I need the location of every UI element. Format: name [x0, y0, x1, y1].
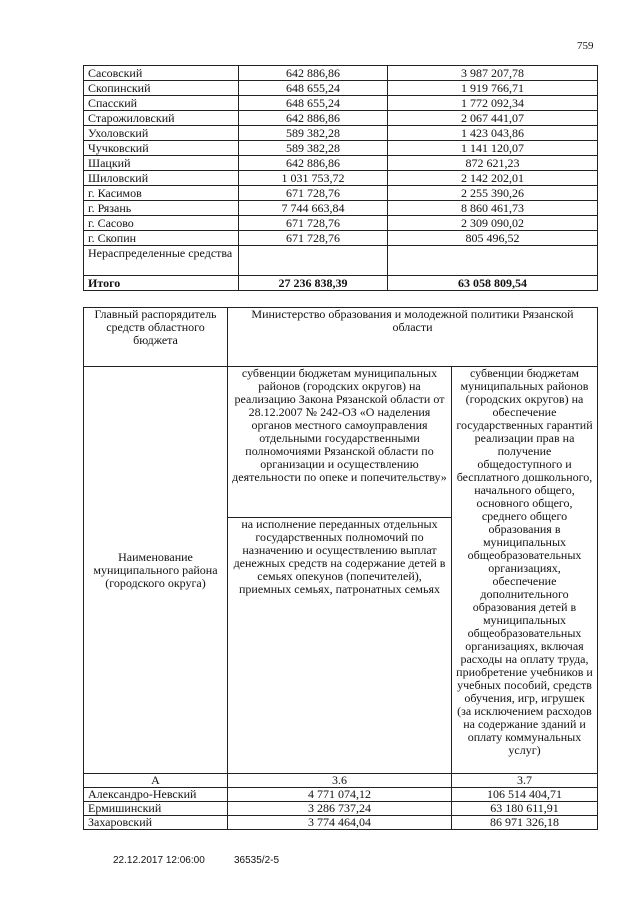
row-value1-cell: 7 744 663,84 — [239, 201, 388, 216]
total-label: Итого — [84, 276, 239, 291]
row-value1-cell: 589 382,28 — [239, 126, 388, 141]
table-row — [84, 156, 598, 171]
code-37: 3.7 — [452, 774, 598, 788]
row-value1-cell: 671 728,76 — [239, 216, 388, 231]
row-value1-cell: 648 655,24 — [239, 81, 388, 96]
row-name-cell: Старожиловский — [84, 111, 239, 126]
table-row — [84, 66, 598, 81]
col36-text-b: на исполнение переданных отдельных государственных полномочий по назначению и осуществлению выплат денежных средств на содержание детей в семьях опекунов (попечителей), приемных семьях, патронатных семьях — [228, 518, 452, 774]
code-36: 3.6 — [228, 774, 452, 788]
row-value1-cell: 642 886,86 — [239, 156, 388, 171]
row-value2-cell: 1 141 120,07 — [388, 141, 598, 156]
row-value2-cell: 1 423 043,86 — [388, 126, 598, 141]
unallocated-label: Нераспределенные средства — [84, 246, 239, 276]
row-value2-cell: 1 919 766,71 — [388, 81, 598, 96]
row-name-cell: Шацкий — [84, 156, 239, 171]
header-row — [84, 308, 598, 367]
row-name-cell: г. Касимов — [84, 186, 239, 201]
col36-text-a: субвенции бюджетам муниципальных районов (городских округов) на реализацию Закона Рязанской области от 28.12.2007 № 242-ОЗ «О наделения органов местного самоуправления отдельными государственными полномочиями Рязанской области по организации и осуществлению деятельности по опеке и попечительству» — [228, 367, 452, 518]
table-row — [84, 96, 598, 111]
table-row — [84, 141, 598, 156]
row-value1-cell: 671 728,76 — [239, 231, 388, 246]
code-a: А — [84, 774, 228, 788]
row-name-cell: Сасовский — [84, 66, 239, 81]
unallocated-value1 — [239, 246, 388, 276]
row-value1-cell: 1 031 753,72 — [239, 171, 388, 186]
description-row — [84, 367, 598, 518]
row-value1-cell: 671 728,76 — [239, 186, 388, 201]
allocation-table-bottom — [83, 307, 598, 830]
table-row: Александро-Невский 4 771 074,12 106 514 404,71 — [84, 788, 598, 802]
row-value2-cell: 2 142 202,01 — [388, 171, 598, 186]
col37-text: субвенции бюджетам муниципальных районов (городских округов) на обеспечение государственных гарантий реализации прав на получение общедоступного и бесплатного дошкольного, начального общего, основного общего, среднего общего образования в муниципальных общеобразовательных организациях, обеспечение дополнительного образования детей в муниципальных общеобразовательных организациях, включая расходы на оплату труда, приобретение учебников и учебных пособий, средств обучения, игр, игрушек (за исключением расходов на содержание зданий и оплату коммунальных услуг) — [452, 367, 598, 774]
unallocated-row — [84, 246, 598, 276]
total-row — [84, 276, 598, 291]
row-value1-cell: 642 886,86 — [239, 111, 388, 126]
code-row — [84, 774, 598, 788]
header-right-cell: Министерство образования и молодежной политики Рязанской области — [228, 308, 598, 367]
table-row — [84, 81, 598, 96]
row-value2-cell: 2 255 390,26 — [388, 186, 598, 201]
footer-timestamp: 22.12.2017 12:06:00 — [113, 855, 205, 866]
table-row: Ермишинский 3 286 737,24 63 180 611,91 — [84, 802, 598, 816]
total-value1: 27 236 838,39 — [239, 276, 388, 291]
row-value2-cell: 2 067 441,07 — [388, 111, 598, 126]
row-name-cell: Шиловский — [84, 171, 239, 186]
row-name-cell: Спасский — [84, 96, 239, 111]
header-left-cell: Главный распорядитель средств областного бюджета — [84, 308, 228, 367]
page-number: 759 — [577, 40, 594, 52]
row-value2-cell: 3 987 207,78 — [388, 66, 598, 81]
table-row: Захаровский 3 774 464,04 86 971 326,18 — [84, 816, 598, 830]
row-value2-cell: 8 860 461,73 — [388, 201, 598, 216]
row-name-cell: г. Скопин — [84, 231, 239, 246]
name-header-cell: Наименование муниципального района (городского округа) — [84, 367, 228, 774]
unallocated-value2 — [388, 246, 598, 276]
allocation-table-top-body — [84, 66, 598, 291]
table-row — [84, 171, 598, 186]
table-row — [84, 186, 598, 201]
table-row — [84, 216, 598, 231]
row-value2-cell: 872 621,23 — [388, 156, 598, 171]
row-name-cell: г. Сасово — [84, 216, 239, 231]
row-value1-cell: 589 382,28 — [239, 141, 388, 156]
allocation-table-top — [83, 65, 598, 291]
row-name-cell: г. Рязань — [84, 201, 239, 216]
table-row — [84, 111, 598, 126]
table-row — [84, 231, 598, 246]
table-row — [84, 126, 598, 141]
row-value1-cell: 642 886,86 — [239, 66, 388, 81]
row-name-cell: Скопинский — [84, 81, 239, 96]
table-row — [84, 201, 598, 216]
footer-doc-id: 36535/2-5 — [234, 855, 280, 866]
row-name-cell: Чучковский — [84, 141, 239, 156]
row-value2-cell: 2 309 090,02 — [388, 216, 598, 231]
row-name-cell: Ухоловский — [84, 126, 239, 141]
row-value1-cell: 648 655,24 — [239, 96, 388, 111]
total-value2: 63 058 809,54 — [388, 276, 598, 291]
row-value2-cell: 1 772 092,34 — [388, 96, 598, 111]
row-value2-cell: 805 496,52 — [388, 231, 598, 246]
